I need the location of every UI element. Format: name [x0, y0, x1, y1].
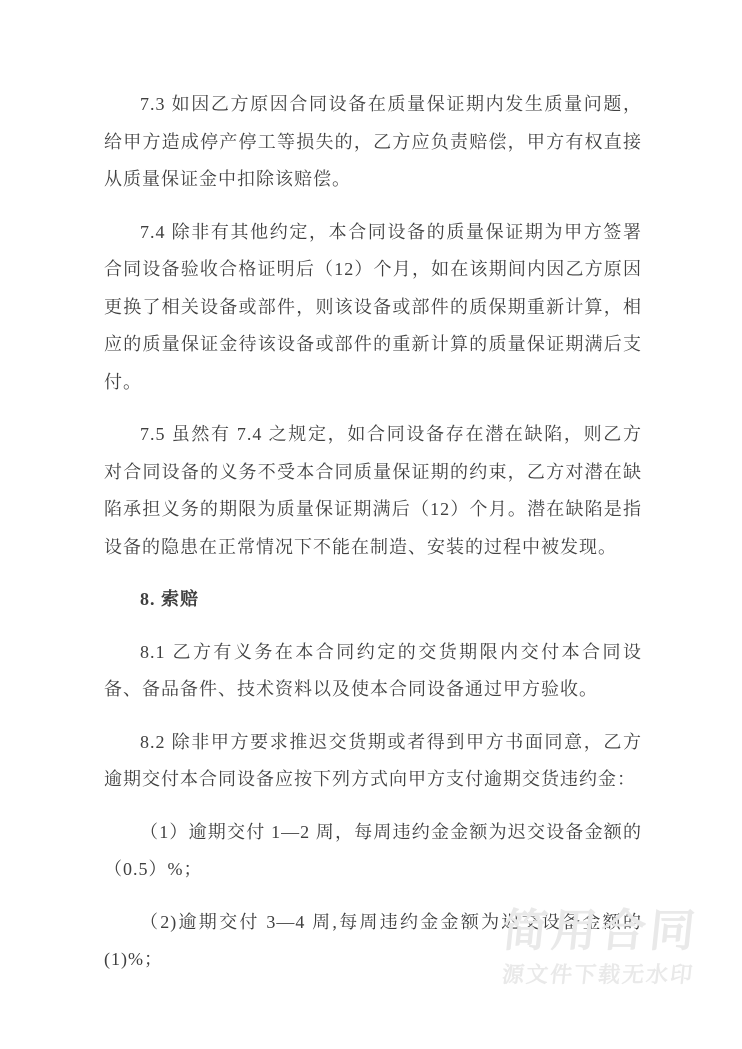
clause-7-3: 7.3 如因乙方原因合同设备在质量保证期内发生质量问题，给甲方造成停产停工等损失的，乙方应负责赔偿，甲方有权直接从质量保证金中扣除该赔偿。: [104, 94, 642, 189]
watermark-brand-text: 简用合同: [500, 905, 702, 956]
clause-7-4: 7.4 除非有其他约定，本合同设备的质量保证期为甲方签署合同设备验收合格证明后（12）个月，如在该期间内因乙方原因更换了相关设备或部件，则该设备或部件的质保期重新计算，相应的质量保证金待该设备或部件的重新计算的质量保证期满后支付。: [104, 221, 642, 392]
clause-8-1: 8.1 乙方有义务在本合同约定的交货期限内交付本合同设备、备品备件、技术资料以及使本合同设备通过甲方验收。: [104, 641, 642, 699]
clause-8-2: 8.2 除非甲方要求推迟交货期或者得到甲方书面同意，乙方逾期交付本合同设备应按下列方式向甲方支付逾期交货违约金：: [104, 731, 642, 789]
contract-body: [104, 86, 642, 994]
watermark-tagline-text: 源文件下载无水印: [500, 962, 696, 987]
clause-8-2-item-1: （1）逾期交付 1—2 周，每周违约金金额为迟交设备金额的（0.5）%；: [104, 821, 642, 879]
watermark: [497, 906, 702, 989]
clause-7-5: 7.5 虽然有 7.4 之规定，如合同设备存在潜在缺陷，则乙方对合同设备的义务不受本合同质量保证期的约束，乙方对潜在缺陷承担义务的期限为质量保证期满后（12）个月。潜在缺陷是指设备的隐患在正常情况下不能在制造、安装的过程中被发现。: [104, 424, 642, 557]
clause-8-2-item-2: （2)逾期交付 3—4 周,每周违约金金额为迟交设备金额的(1)%；: [104, 911, 642, 969]
section-heading-claims: 8. 索赔: [140, 589, 199, 609]
